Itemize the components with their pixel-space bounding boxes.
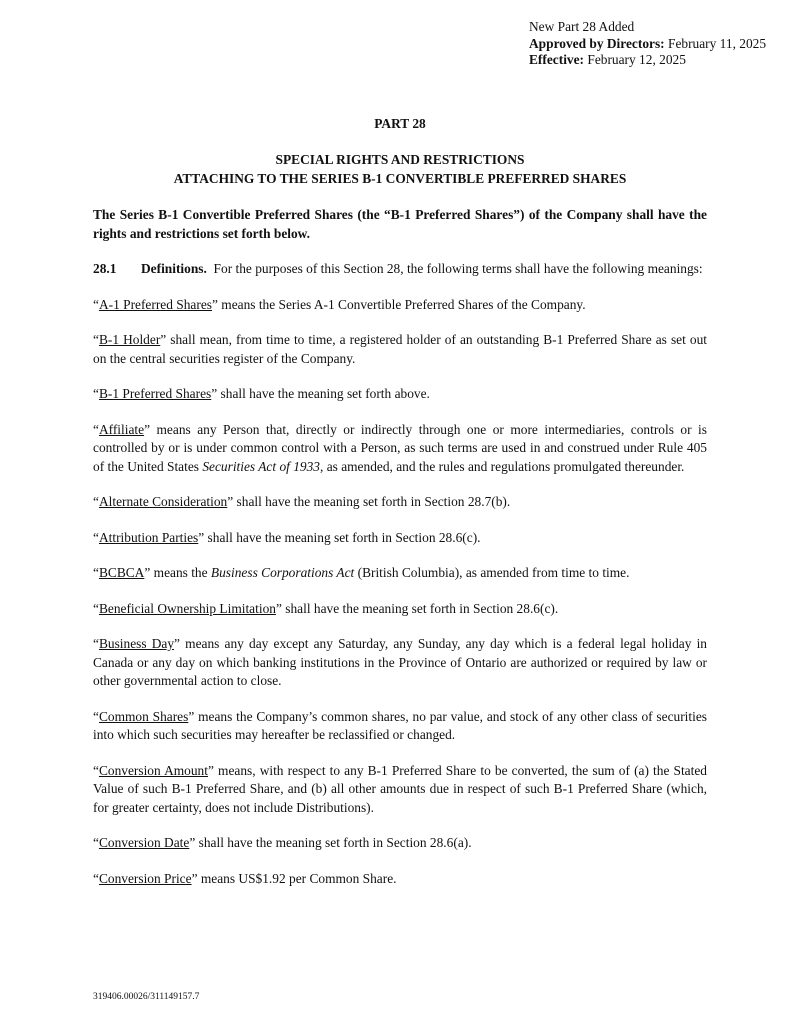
definition-text: ” means, with respect to any B-1 Preferred Share to be converted, the sum of (a) the Stated Value of such B-1 Preferred Share, and (b) all other amounts due in respect of such B-1 Preferred Share (which, for greater certainty, does not include Distributions). bbox=[93, 762, 707, 815]
definition-paragraph: “BCBCA” means the Business Corporations Act (British Columbia), as amended from time to time. bbox=[93, 565, 630, 580]
definition-text: ” shall have the meaning set forth in Section 28.6(c). bbox=[275, 600, 559, 616]
definition-paragraph: “Conversion Amount” means, with respect to any B-1 Preferred Share to be converted, the sum of (a) the Stated Value of such B-1 Preferred Share, and (b) all other amounts due in respect of such B-1 Preferred Share (which, for greater certainty, does not include Distributions). bbox=[93, 762, 707, 815]
definition-text: ” shall have the meaning set forth in Section 28.6(a). bbox=[189, 835, 472, 850]
amendment-line: New Part 28 Added bbox=[529, 19, 635, 34]
approved-date: February 11, 2025 bbox=[668, 35, 767, 51]
section-label: Definitions. bbox=[141, 261, 207, 276]
subtitle-line-1: SPECIAL RIGHTS AND RESTRICTIONS bbox=[275, 152, 525, 167]
approved-label: Approved by Directors: bbox=[529, 35, 665, 51]
defined-term: B-1 Holder bbox=[98, 332, 161, 347]
definition-paragraph: “Affiliate” means any Person that, directly or indirectly through one or more intermediaries, controls or is controlled by or is under common control with a Person, as such terms are used in and construed under Rule 405 of the United States Securities Act of 1933, as amended, and the rules and regulations promulgated thereunder. bbox=[93, 421, 707, 474]
defined-term: Affiliate bbox=[98, 421, 145, 437]
definition-text-continued: , as amended, and the rules and regulations promulgated thereunder. bbox=[320, 458, 685, 474]
definition-text: ” means the Series A-1 Convertible Preferred Shares of the Company. bbox=[211, 296, 586, 312]
defined-term: A-1 Preferred Shares bbox=[98, 296, 212, 312]
defined-term: Alternate Consideration bbox=[98, 494, 228, 509]
definition-paragraph: “B-1 Preferred Shares” shall have the meaning set forth above. bbox=[93, 386, 430, 401]
defined-term: Conversion Amount bbox=[98, 762, 208, 778]
definition-paragraph: “Conversion Date” shall have the meaning set forth in Section 28.6(a). bbox=[93, 835, 472, 850]
definition-text: ” shall have the meaning set forth in Section 28.7(b). bbox=[227, 494, 511, 509]
definition-paragraph: “B-1 Holder” shall mean, from time to time, a registered holder of an outstanding B-1 Preferred Share as set out on the central securities register of the Company. bbox=[93, 332, 707, 366]
defined-term: Business Day bbox=[98, 636, 175, 651]
definition-paragraph: “Beneficial Ownership Limitation” shall have the meaning set forth in Section 28.6(c). bbox=[93, 600, 559, 616]
defined-term: B-1 Preferred Shares bbox=[98, 386, 212, 401]
definition-text: ” means US$1.92 per Common Share. bbox=[191, 870, 397, 886]
defined-term: Conversion Date bbox=[98, 835, 190, 850]
part-title: PART 28 bbox=[374, 116, 426, 131]
definition-paragraph: “Business Day” means any day except any Saturday, any Sunday, any day which is a federal legal holiday in Canada or any day on which banking institutions in the Province of Ontario are authorized or required by law or other governmental action to close. bbox=[93, 636, 707, 688]
definition-text: ” shall have the meaning set forth in Section 28.6(c). bbox=[198, 529, 481, 545]
definition-paragraph: “A-1 Preferred Shares” means the Series A-1 Convertible Preferred Shares of the Company. bbox=[93, 296, 586, 312]
effective-line bbox=[529, 52, 766, 69]
section-number: 28.1 bbox=[93, 261, 117, 276]
defined-term: Conversion Price bbox=[98, 870, 192, 886]
definition-text: ” means any day except any Saturday, any Sunday, any day which is a federal legal holiday in Canada or any day on which banking institutions in the Province of Ontario are authorized or required by law or other governmental action to close. bbox=[93, 636, 707, 688]
definition-text: ” means the Company’s common shares, no par value, and stock of any other class of securities into which such securities may hereafter be reclassified or changed. bbox=[93, 708, 708, 742]
section-text: For the purposes of this Section 28, the following terms shall have the following meanings: bbox=[213, 261, 703, 276]
statute-title: Business Corporations Act bbox=[210, 565, 355, 580]
document-id: 319406.00026/311149157.7 bbox=[93, 992, 200, 1002]
definition-text-continued: (British Columbia), as amended from time to time. bbox=[354, 565, 630, 580]
definition-paragraph: “Attribution Parties” shall have the meaning set forth in Section 28.6(c). bbox=[93, 529, 481, 545]
approved-line bbox=[529, 36, 766, 53]
definition-text: ” shall have the meaning set forth above. bbox=[211, 386, 430, 401]
part-subtitle bbox=[0, 150, 800, 188]
defined-term: Attribution Parties bbox=[98, 529, 199, 545]
defined-term: BCBCA bbox=[98, 565, 145, 580]
definition-paragraph: “Alternate Consideration” shall have the meaning set forth in Section 28.7(b). bbox=[93, 494, 511, 509]
defined-term: Beneficial Ownership Limitation bbox=[98, 600, 276, 616]
effective-label: Effective: bbox=[529, 52, 585, 67]
definition-paragraph: “Common Shares” means the Company’s common shares, no par value, and stock of any other class of securities into which such securities may hereafter be reclassified or changed. bbox=[93, 708, 708, 742]
definition-text: ” means any Person that, directly or indirectly through one or more intermediaries, controls or is controlled by or is under common control with a Person, as such terms are used in and construed under Rule 405 of the United States bbox=[93, 421, 707, 474]
definitions-list bbox=[93, 296, 707, 889]
intro-paragraph: The Series B-1 Convertible Preferred Shares (the “B-1 Preferred Shares”) of the Company shall have the rights and restrictions set forth below. bbox=[93, 207, 707, 241]
section-heading bbox=[93, 260, 707, 279]
amendment-note bbox=[529, 19, 766, 69]
definition-text: ” means the bbox=[144, 565, 211, 580]
definition-paragraph: “Conversion Price” means US$1.92 per Common Share. bbox=[93, 870, 397, 886]
definition-text: ” shall mean, from time to time, a registered holder of an outstanding B-1 Preferred Share as set out on the central securities register of the Company. bbox=[93, 332, 707, 366]
defined-term: Common Shares bbox=[98, 708, 189, 724]
effective-date: February 12, 2025 bbox=[587, 52, 686, 67]
document-body bbox=[93, 206, 707, 905]
statute-title: Securities Act of 1933 bbox=[202, 458, 320, 474]
subtitle-line-2: ATTACHING TO THE SERIES B-1 CONVERTIBLE PREFERRED SHARES bbox=[173, 171, 627, 186]
